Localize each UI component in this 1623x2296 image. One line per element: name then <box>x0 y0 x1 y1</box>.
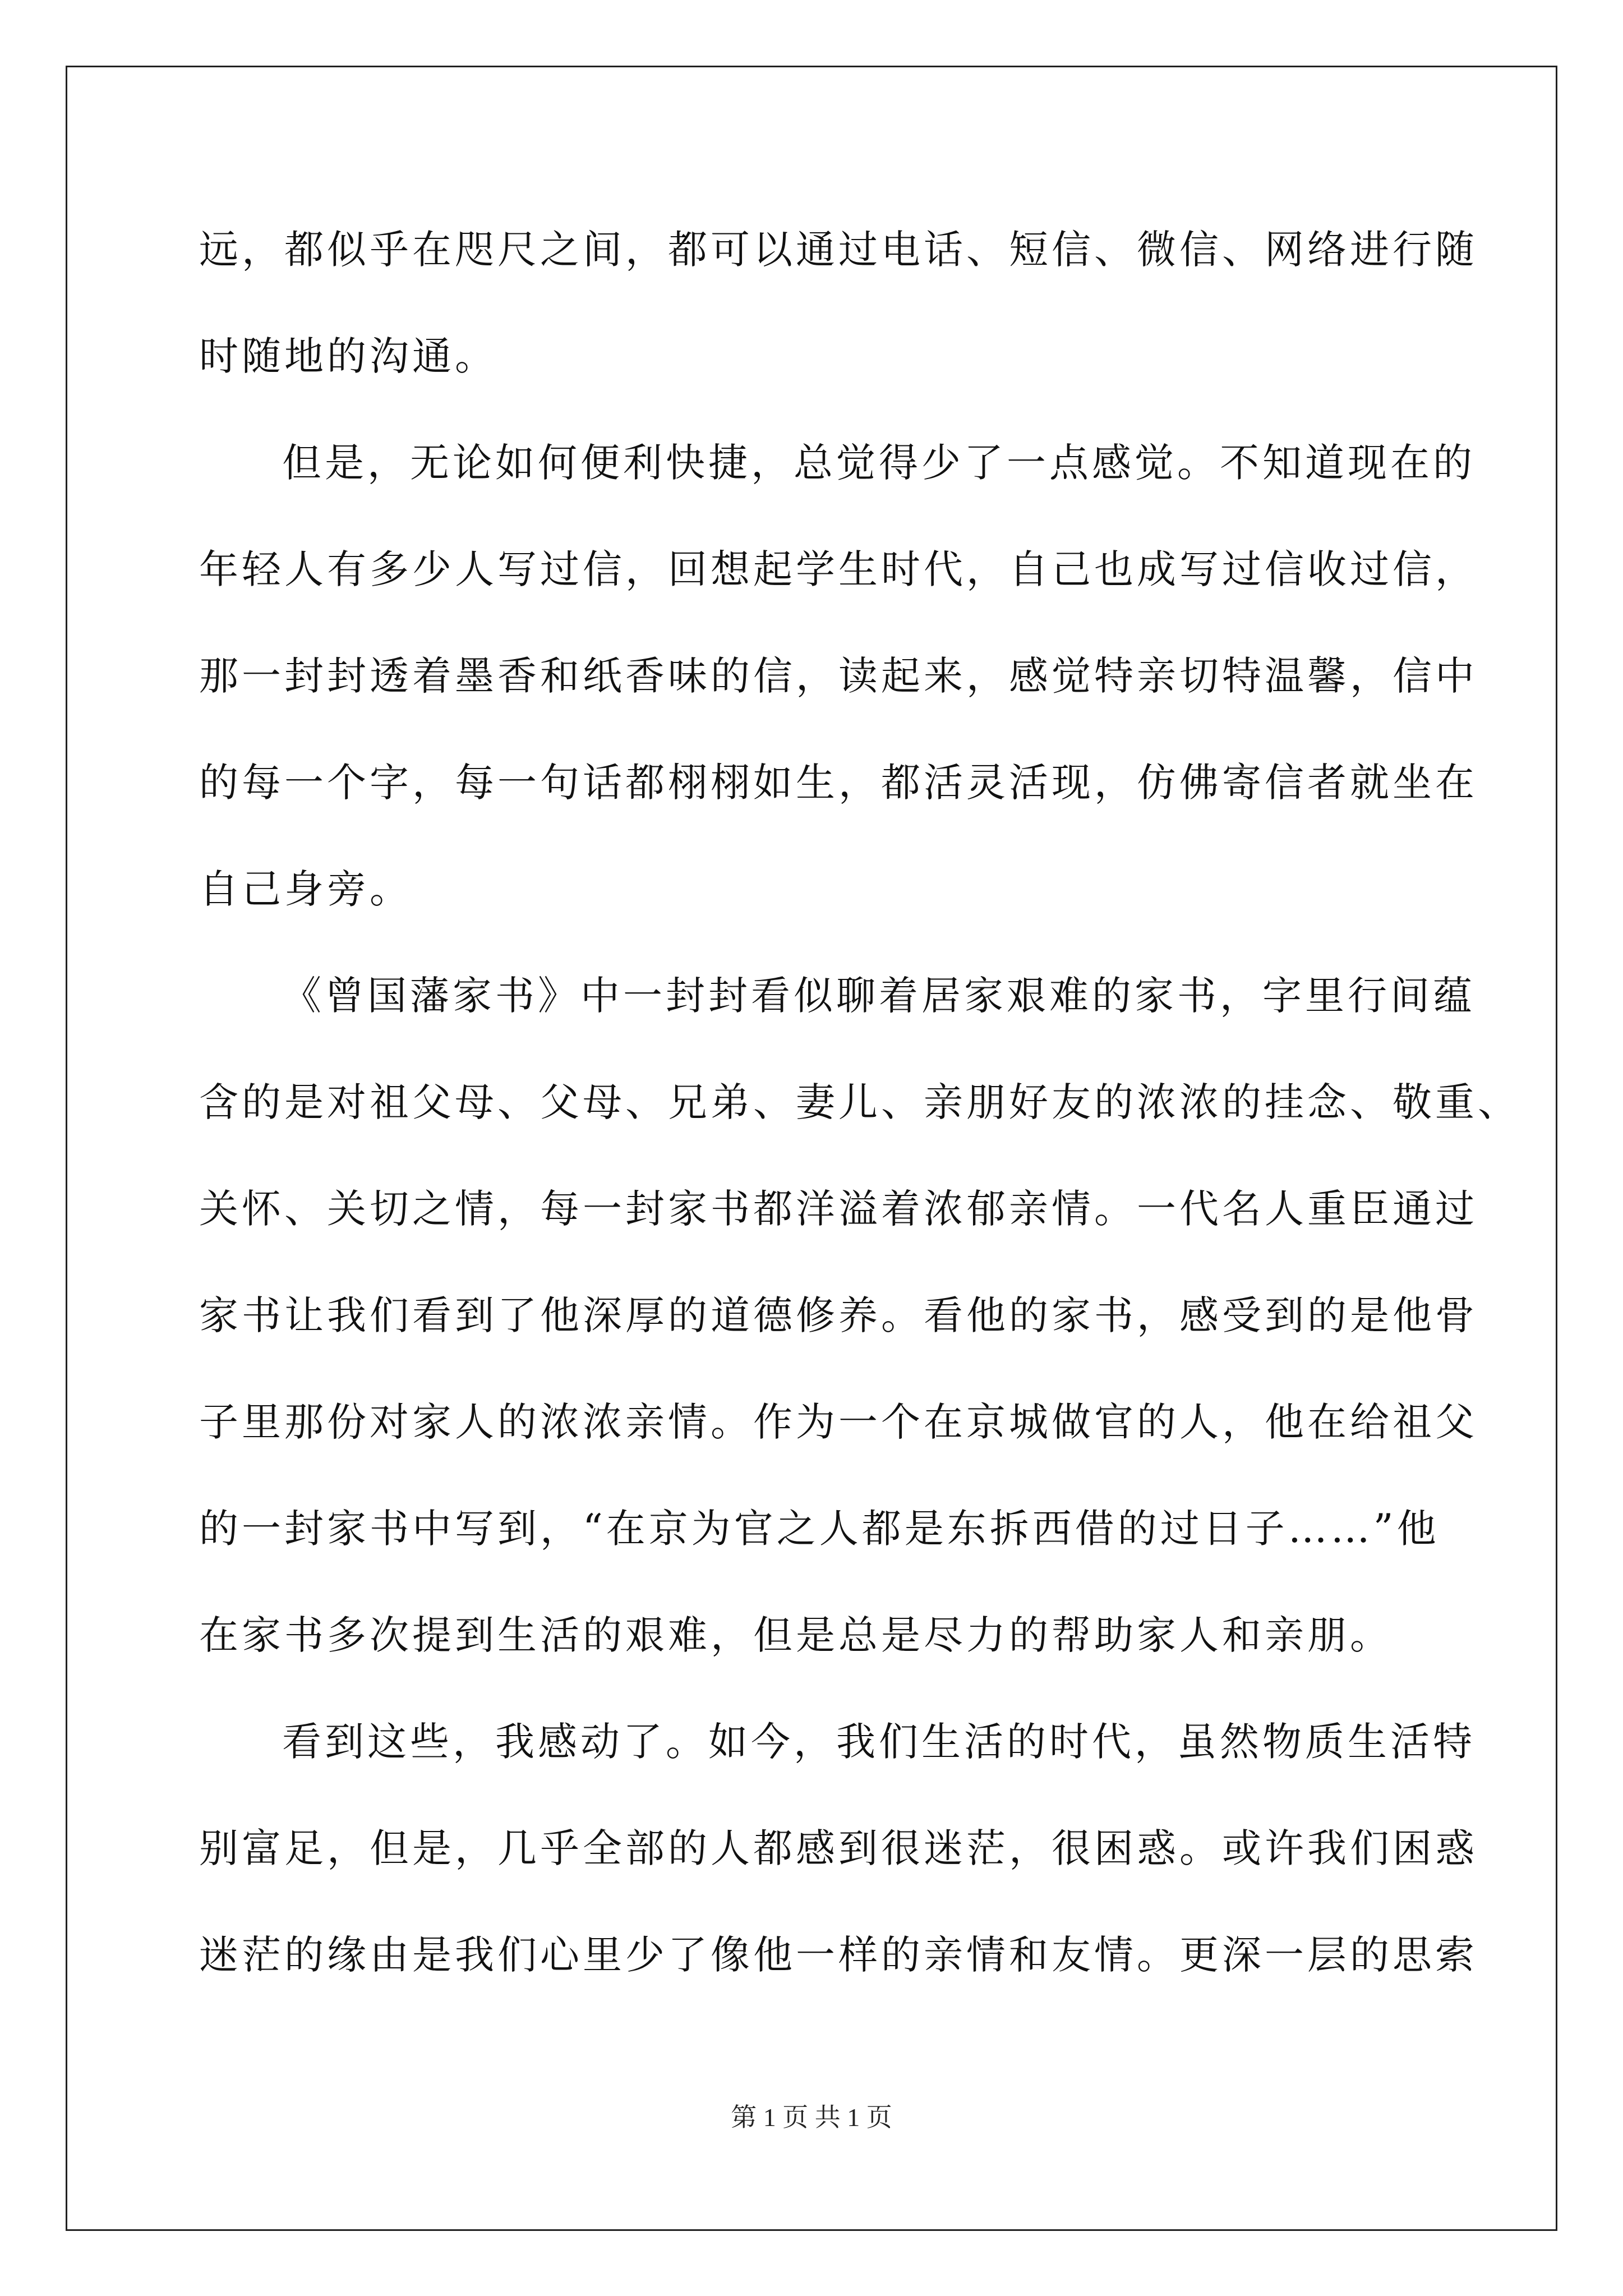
text-line: 年轻人有多少人写过信，回想起学生时代，自己也成写过信收过信， <box>199 546 1478 592</box>
text-line: 在家书多次提到生活的艰难，但是总是尽力的帮助家人和亲朋。 <box>199 1612 1393 1658</box>
text-line: 远，都似乎在咫尺之间，都可以通过电话、短信、微信、网络进行随 <box>199 227 1478 273</box>
page-footer: 第 1 页 共 1 页 <box>731 2103 892 2132</box>
text-line: 别富足，但是，几乎全部的人都感到很迷茫，很困惑。或许我们困惑 <box>199 1825 1478 1871</box>
text-line: 关怀、关切之情，每一封家书都洋溢着浓郁亲情。一代名人重臣通过 <box>199 1186 1478 1232</box>
paragraph-start-line: 但是，无论如何便利快捷，总觉得少了一点感觉。不知道现在的 <box>282 440 1476 486</box>
text-line: 子里那份对家人的浓浓亲情。作为一个在京城做官的人，他在给祖父 <box>199 1399 1478 1445</box>
text-line: 家书让我们看到了他深厚的道德修养。看他的家书，感受到的是他骨 <box>199 1292 1478 1338</box>
paragraph-start-line: 《曾国藩家书》中一封封看似聊着居家艰难的家书，字里行间蕴 <box>282 973 1476 1019</box>
text-line: 的每一个字，每一句话都栩栩如生，都活灵活现，仿佛寄信者就坐在 <box>199 760 1478 806</box>
text-line: 自己身旁。 <box>199 866 412 912</box>
text-line: 迷茫的缘由是我们心里少了像他一样的亲情和友情。更深一层的思索 <box>199 1932 1478 1978</box>
text-line: 的一封家书中写到，“在京为官之人都是东拆西借的过日子……”他 <box>199 1506 1440 1552</box>
text-line: 含的是对祖父母、父母、兄弟、妻儿、亲朋好友的浓浓的挂念、敬重、 <box>199 1079 1520 1125</box>
document-body <box>199 222 1520 2033</box>
paragraph-start-line: 看到这些，我感动了。如今，我们生活的时代，虽然物质生活特 <box>282 1719 1476 1765</box>
text-line: 时随地的沟通。 <box>199 333 497 379</box>
text-line: 那一封封透着墨香和纸香味的信，读起来，感觉特亲切特温馨，信中 <box>199 653 1478 699</box>
